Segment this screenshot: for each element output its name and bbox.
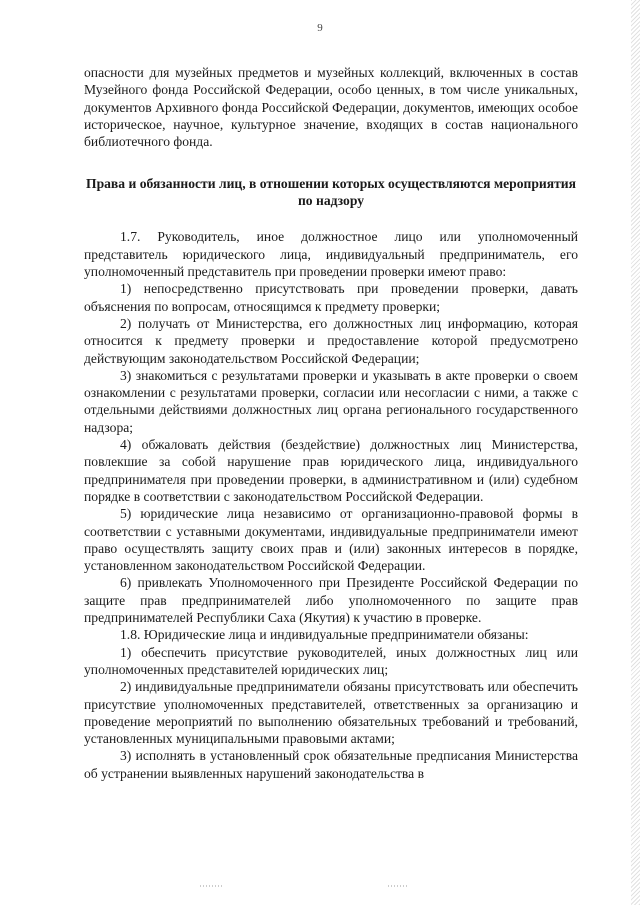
paragraph-1-7-item-4: 4) обжаловать действия (бездействие) должностных лиц Министерства, повлекшие за собой нарушение прав юридического лица, индивидуального предпринимателя при проведении проверки, в административном и (или) судебном порядке в соответствии с законодательством Российской Федерации. bbox=[84, 437, 578, 504]
paragraph-1-7-item-2: 2) получать от Министерства, его должностных лиц информацию, которая относится к предмету проверки и предоставление которой предусмотрено действующим законодательством Российской Федерации; bbox=[84, 315, 578, 366]
paragraph-1-7-item-1: 1) непосредственно присутствовать при проведении проверки, давать объяснения по вопросам, относящимся к предмету проверки; bbox=[84, 281, 578, 314]
paragraph-1-8-item-3: 3) исполнять в установленный срок обязательные предписания Министерства об устранении выявленных нарушений законодательства в bbox=[84, 748, 578, 781]
paragraph-1-8: 1.8. Юридические лица и индивидуальные предприниматели обязаны: bbox=[120, 627, 529, 643]
paragraph-1-7-item-5: 5) юридические лица независимо от организационно-правовой формы в соответствии с уставными документами, индивидуальные предприниматели имеют право осуществлять защиту своих прав и (или) законных интересов в порядке, установленном законодательством Российской Федерации. bbox=[84, 506, 578, 574]
scan-edge-artifact bbox=[631, 0, 640, 905]
paragraph-1-8-item-2: 2) индивидуальные предприниматели обязаны присутствовать или обеспечить присутствие уполномоченных представителей, ответственных за организацию и проведение мероприятий по выполнению обязательных требований и требований, установленных муниципальными правовыми актами; bbox=[84, 679, 578, 747]
paragraph-1-7-item-3: 3) знакомиться с результатами проверки и указывать в акте проверки о своем ознакомлении с результатами проверки, согласии или несогласии с ними, а также с отдельными действиями должностных лиц органа регионального государственного надзора; bbox=[84, 367, 578, 435]
paragraph-1-8-item-1: 1) обеспечить присутствие руководителей, иных должностных лиц или уполномоченных представителей юридических лиц; bbox=[84, 644, 578, 677]
paragraph-1-7-item-6: 6) привлекать Уполномоченного при Президенте Российской Федерации по защите прав предпринимателей либо уполномоченного по защите прав предпринимателей Республики Саха (Якутия) к участию в проверке. bbox=[84, 575, 578, 626]
intro-paragraph: опасности для музейных предметов и музейных коллекций, включенных в состав Музейного фонда Российской Федерации, особо ценных, в том числе уникальных, документов Архивного фонда Российской Федерации, документов, имеющих особое историческое, научное, культурное значение, входящих в состав национального библиотечного фонда. bbox=[84, 65, 578, 150]
document-body bbox=[84, 64, 578, 782]
paragraph-1-7: 1.7. Руководитель, иное должностное лицо или уполномоченный представитель юридического лица, индивидуальный предприниматель, его уполномоченный представитель при проведении проверки имеют право: bbox=[84, 229, 578, 280]
scan-dust-mark bbox=[388, 885, 408, 887]
section-heading: Права и обязанности лиц, в отношении которых осуществляются мероприятия по надзору bbox=[86, 176, 576, 209]
scan-dust-mark bbox=[200, 885, 224, 887]
page-number: 9 bbox=[317, 22, 323, 34]
